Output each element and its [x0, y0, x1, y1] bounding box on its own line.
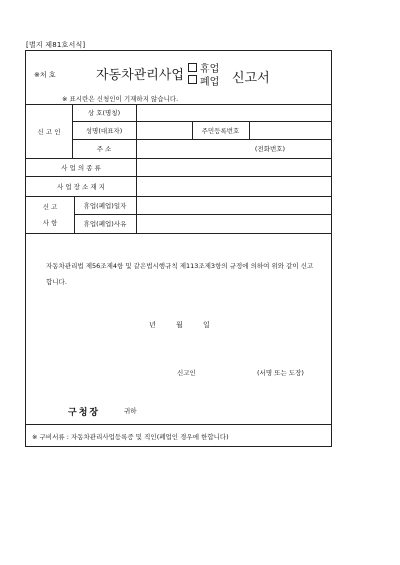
resident-number-field[interactable]: [250, 122, 330, 138]
report-section-label: 신 고: [42, 202, 58, 211]
address-field[interactable]: [137, 140, 247, 157]
processing-number-label: ※처 호: [34, 71, 56, 79]
declaration-text: 자동차관리법 제56조제4항 및 같은법시행규칙 제113조제3항의 규정에 의하여 위와 같이 신고합니다.: [46, 262, 314, 286]
representative-label: 성명(대표자): [85, 126, 123, 135]
suspend-option-label: 휴업: [200, 64, 220, 75]
date-line: 년 월 일: [149, 321, 210, 329]
representative-field[interactable]: [137, 122, 191, 138]
report-section-label-2: 사 항: [42, 218, 58, 227]
phone-label: (전화번호): [254, 145, 286, 153]
trade-name-field[interactable]: [137, 105, 330, 120]
business-type-label: 사 업 의 종 류: [61, 163, 101, 172]
recipient-honorific: 귀하: [124, 407, 137, 415]
form-number-label: [별지 제81호서식]: [26, 41, 86, 49]
resident-number-label: 주민등록번호: [201, 126, 240, 135]
signature-hint: (서명 또는 도장): [257, 369, 304, 377]
suspension-reason-field[interactable]: [137, 215, 330, 232]
suspension-date-label: 휴업(폐업)일자: [83, 201, 127, 210]
notice-text: ※ 표시란은 신청인이 기재하지 않습니다.: [62, 95, 179, 103]
suspension-reason-label: 휴업(폐업)사유: [83, 220, 127, 228]
business-type-field[interactable]: [137, 159, 330, 175]
required-documents: ※ 구비서류 : 자동차관리사업등록증 및 직인(폐업인 경우에 한합니다): [32, 433, 229, 441]
suspend-checkbox[interactable]: [188, 63, 197, 72]
applicant-section-label: 신 고 인: [37, 127, 61, 136]
close-checkbox[interactable]: [188, 75, 197, 84]
business-location-label: 사 업 장 소 재 지: [56, 182, 105, 191]
form-title-suffix: 신고서: [232, 71, 270, 86]
business-location-field[interactable]: [137, 177, 330, 195]
form-title: 자동차관리사업: [96, 68, 184, 83]
applicant-signature-label: 신고인: [177, 369, 196, 377]
close-option-label: 폐업: [200, 77, 220, 88]
address-label: 주 소: [96, 145, 112, 153]
trade-name-label: 상 호(명칭): [87, 109, 121, 117]
suspension-date-field[interactable]: [137, 197, 330, 213]
recipient: 구청장: [68, 408, 101, 418]
